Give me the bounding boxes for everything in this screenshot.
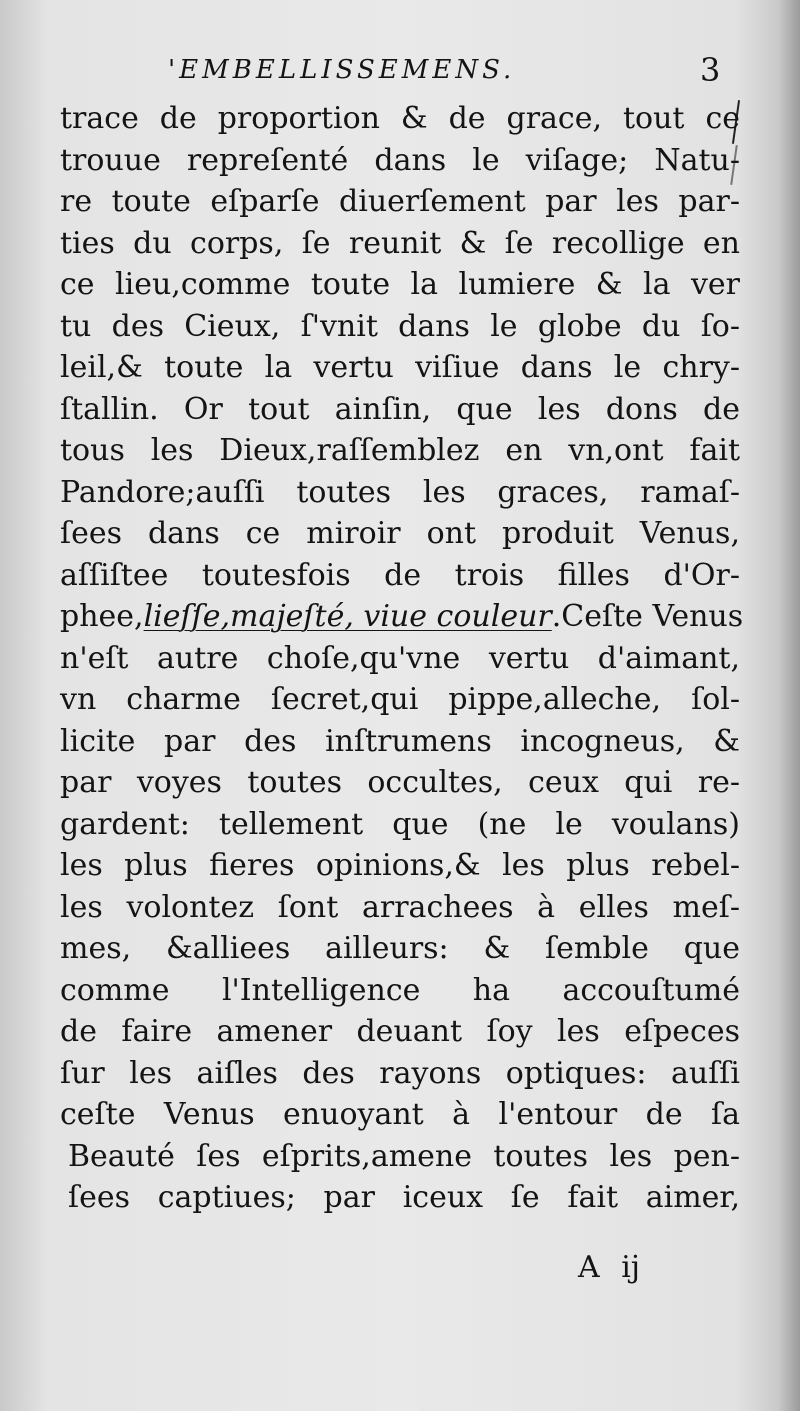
- text-line: n'eſt autre choſe,qu'vne vertu d'aimant,: [60, 640, 740, 676]
- text-line: gardent: tellement que (ne le voulans): [60, 806, 740, 842]
- body-text: [60, 98, 744, 1219]
- text-line: trace de proportion & de grace, tout ce: [60, 101, 740, 136]
- text-line: trouue repreſenté dans le viſage; Natu-: [60, 142, 740, 178]
- text-line: licite par des inſtrumens incogneus, &: [60, 723, 740, 759]
- text-line: comme l'Intelligence ha accouſtumé: [60, 972, 740, 1008]
- text-line: vn charme ſecret,qui pippe,alleche, ſol-: [60, 682, 740, 717]
- text-line: tous les Dieux,raſſemblez en vn,ont fait: [60, 433, 740, 468]
- text-line: de faire amener deuant ſoy les eſpeces: [60, 1014, 740, 1049]
- text-line: ties du corps, ſe reunit & ſe recollige en: [60, 225, 740, 261]
- italic-phrase: lieſſe,majeſté, viue couleur: [143, 599, 552, 634]
- running-head: 'EMBELLISSEMENS.: [168, 55, 516, 85]
- text-line: ſees captiues; par iceux ſe fait aimer,: [68, 1180, 740, 1215]
- page-number: 3: [700, 51, 721, 89]
- text-line: Pandore;auſſi toutes les graces, ramaſ-: [60, 474, 740, 510]
- text-line: mes, &alliees ailleurs: & ſemble que: [60, 931, 740, 966]
- text-line: aſſiſtee toutesfois de trois filles d'Or-: [60, 557, 740, 593]
- text-line: re toute eſparſe diuerſement par les par-: [60, 184, 740, 219]
- text-line: ce lieu,comme toute la lumiere & la ver: [60, 267, 740, 302]
- text-line: ceſte Venus enuoyant à l'entour de ſa: [60, 1097, 740, 1132]
- page-edge-shadow: [778, 0, 800, 1411]
- text-line: Beauté ſes eſprits,amene toutes les pen-: [68, 1138, 740, 1174]
- text-line: ſtallin. Or tout ainſin, que les dons de: [60, 391, 740, 427]
- text-segment: phee,: [60, 599, 144, 634]
- page-header: [0, 52, 800, 92]
- text-line: les plus fieres opinions,& les plus rebel-: [60, 848, 740, 883]
- text-line-mixed: [60, 596, 744, 638]
- signature-mark: A ij: [578, 1250, 641, 1285]
- text-line: tu des Cieux, ſ'vnit dans le globe du ſo-: [60, 308, 740, 344]
- text-line: les volontez ſont arrachees à elles meſ-: [60, 889, 740, 925]
- text-line: ſees dans ce miroir ont produit Venus,: [60, 516, 740, 551]
- text-line: ſur les aiſles des rayons optiques: auſſi: [60, 1055, 740, 1091]
- text-line: leil,& toute la vertu viſiue dans le chry-: [60, 350, 740, 385]
- text-line: par voyes toutes occultes, ceux qui re-: [60, 765, 740, 800]
- text-segment: .Ceſte Venus: [551, 599, 744, 634]
